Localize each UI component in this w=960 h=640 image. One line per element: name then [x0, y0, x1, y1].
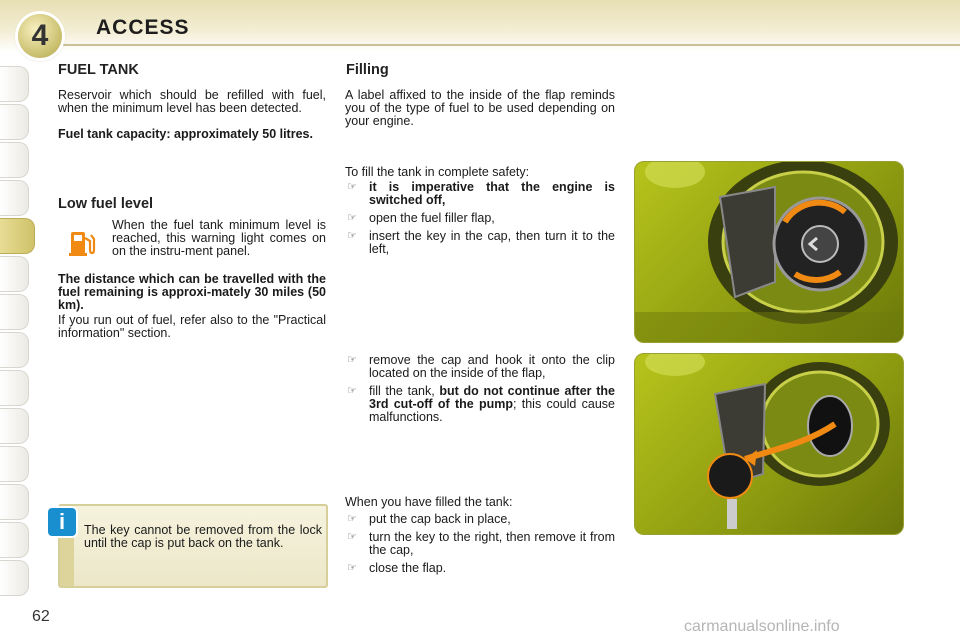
step-close-flap: ☞ close the flap.	[347, 561, 447, 575]
fuel-tank-intro: Reservoir which should be refilled with fuel, when the minimum level has been detected.	[58, 88, 326, 115]
step-remove-cap: ☞ remove the cap and hook it onto the clip located on the inside of the flap,	[347, 353, 615, 380]
watermark: carmanualsonline.info	[684, 618, 840, 635]
pointing-hand-icon: ☞	[347, 513, 357, 525]
side-tab-6[interactable]	[0, 256, 29, 292]
filling-label-text: A label affixed to the inside of the flap reminds you of the type of fuel to be used depending on your engine.	[345, 88, 615, 128]
side-tab-13[interactable]	[0, 522, 29, 558]
pointing-hand-icon: ☞	[347, 385, 357, 397]
side-tab-5-active[interactable]	[0, 218, 35, 254]
side-tab-14[interactable]	[0, 560, 29, 596]
step-replace-cap: ☞ put the cap back in place,	[347, 512, 511, 526]
filling-steps-b	[345, 354, 615, 429]
fuel-tank-heading: FUEL TANK	[58, 62, 139, 78]
pointing-hand-icon: ☞	[347, 562, 357, 574]
fuel-warning-icon	[66, 226, 98, 258]
pointing-hand-icon: ☞	[347, 181, 357, 193]
page-number: 62	[32, 608, 50, 625]
fuel-cap-removed-drawing	[635, 354, 903, 534]
side-tab-1[interactable]	[0, 66, 29, 102]
fuel-cap-clip-illustration	[634, 353, 904, 535]
side-tab-3[interactable]	[0, 142, 29, 178]
info-note-box	[58, 504, 328, 588]
fuel-tank-capacity: Fuel tank capacity: approximately 50 litres.	[58, 127, 313, 141]
side-tab-4[interactable]	[0, 180, 29, 216]
chapter-title: ACCESS	[96, 16, 190, 39]
pointing-hand-icon: ☞	[347, 212, 357, 224]
fuel-cap-key-drawing	[635, 162, 903, 342]
low-fuel-heading: Low fuel level	[58, 196, 154, 212]
side-tab-7[interactable]	[0, 294, 29, 330]
info-note-text: The key cannot be removed from the lock until the cap is put back on the tank.	[84, 523, 322, 550]
low-fuel-warning-text: When the fuel tank minimum level is reached, this warning light comes on on the instru-ment panel.	[112, 218, 326, 258]
filling-safety-intro: To fill the tank in complete safety:	[345, 165, 530, 179]
pointing-hand-icon: ☞	[347, 531, 357, 543]
side-tab-8[interactable]	[0, 332, 29, 368]
filling-heading: Filling	[346, 62, 389, 78]
pointing-hand-icon: ☞	[347, 230, 357, 242]
step-open-flap: ☞ open the fuel filler flap,	[347, 211, 495, 225]
low-fuel-distance: The distance which can be travelled with the fuel remaining is approxi-mately 30 miles (50 km).	[58, 272, 326, 312]
step-fill-tank: ☞ fill the tank, but do not continue after the 3rd cut-off of the pump; this could cause malfunctions.	[347, 384, 615, 424]
step-insert-key: ☞ insert the key in the cap, then turn it to the left,	[347, 229, 615, 256]
header-rule	[60, 44, 960, 46]
step-engine-off: ☞ it is imperative that the engine is switched off,	[347, 180, 615, 207]
chapter-number-badge: 4	[18, 14, 62, 58]
pointing-hand-icon: ☞	[347, 354, 357, 366]
step-turn-key-right: ☞ turn the key to the right, then remove it from the cap,	[347, 530, 615, 557]
filling-steps-a	[345, 181, 615, 261]
info-icon: i	[48, 508, 76, 536]
side-tab-10[interactable]	[0, 408, 29, 444]
filling-steps-c	[345, 513, 615, 580]
low-fuel-run-out: If you run out of fuel, refer also to the "Practical information" section.	[58, 313, 326, 340]
side-tab-11[interactable]	[0, 446, 29, 482]
fuel-flap-key-illustration	[634, 161, 904, 343]
side-tab-9[interactable]	[0, 370, 29, 406]
side-tab-2[interactable]	[0, 104, 29, 140]
filling-after-intro: When you have filled the tank:	[345, 495, 513, 509]
side-tab-12[interactable]	[0, 484, 29, 520]
chapter-side-tabs	[0, 66, 34, 578]
